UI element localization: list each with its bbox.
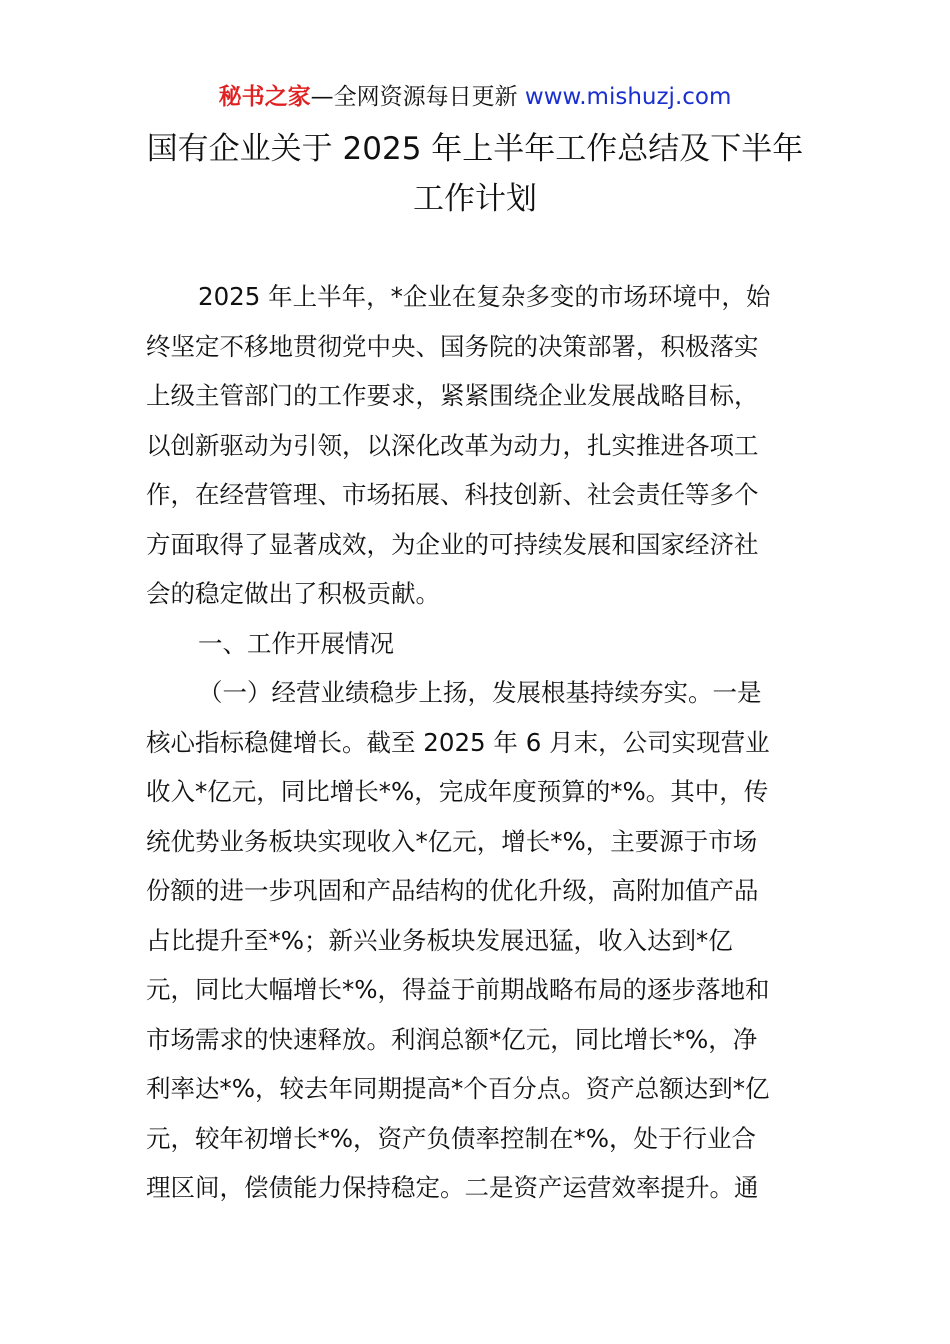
paragraph-line: 会的稳定做出了积极贡献。: [146, 579, 440, 608]
paragraph-line: 核心指标稳健增长。截至 2025 年 6 月末，公司实现营业: [146, 727, 770, 757]
paragraph-line: 元，较年初增长*%，资产负债率控制在*%，处于行业合: [146, 1123, 757, 1153]
title-line-1: 国有企业关于 2025 年上半年工作总结及下半年: [146, 131, 804, 167]
brand-name: 秘书之家: [218, 84, 311, 110]
paragraph-line: 理区间，偿债能力保持稳定。二是资产运营效率提升。通: [146, 1173, 759, 1202]
title-line-2: 工作计划: [413, 181, 537, 217]
document-title: [0, 124, 950, 224]
paragraph-line: 利率达*%，较去年同期提高*个百分点。资产总额达到*亿: [146, 1074, 770, 1103]
site-header: [0, 80, 950, 114]
paragraph-line: 元，同比大幅增长*%，得益于前期战略布局的逐步落地和: [146, 975, 770, 1004]
paragraph-line: 统优势业务板块实现收入*亿元，增长*%，主要源于市场: [146, 826, 758, 856]
paragraph-line: 占比提升至*%；新兴业务板块发展迅猛，收入达到*亿: [146, 925, 733, 955]
paragraph-line: 份额的进一步巩固和产品结构的优化升级，高附加值产品: [146, 876, 759, 905]
site-url-link[interactable]: www.mishuzj.com: [524, 84, 732, 110]
paragraph-line: 以创新驱动为引领，以深化改革为动力，扎实推进各项工: [146, 430, 759, 460]
paragraph-line: 市场需求的快速释放。利润总额*亿元，同比增长*%，净: [146, 1024, 758, 1054]
paragraph-line: 方面取得了显著成效，为企业的可持续发展和国家经济社: [146, 529, 759, 559]
paragraph-line: 作，在经营管理、市场拓展、科技创新、社会责任等多个: [146, 480, 759, 509]
section-heading: 一、工作开展情况: [198, 628, 394, 658]
header-tagline: —全网资源每日更新: [310, 84, 525, 110]
paragraph-line: （一）经营业绩稳步上扬，发展根基持续夯实。一是: [198, 678, 762, 707]
paragraph-line: 收入*亿元，同比增长*%，完成年度预算的*%。其中，传: [146, 777, 769, 806]
paragraph-line: 2025 年上半年，*企业在复杂多变的市场环境中，始: [198, 282, 771, 311]
document-body: [146, 272, 814, 1213]
paragraph-line: 终坚定不移地贯彻党中央、国务院的决策部署，积极落实: [146, 331, 759, 361]
paragraph-line: 上级主管部门的工作要求，紧紧围绕企业发展战略目标，: [146, 381, 759, 410]
